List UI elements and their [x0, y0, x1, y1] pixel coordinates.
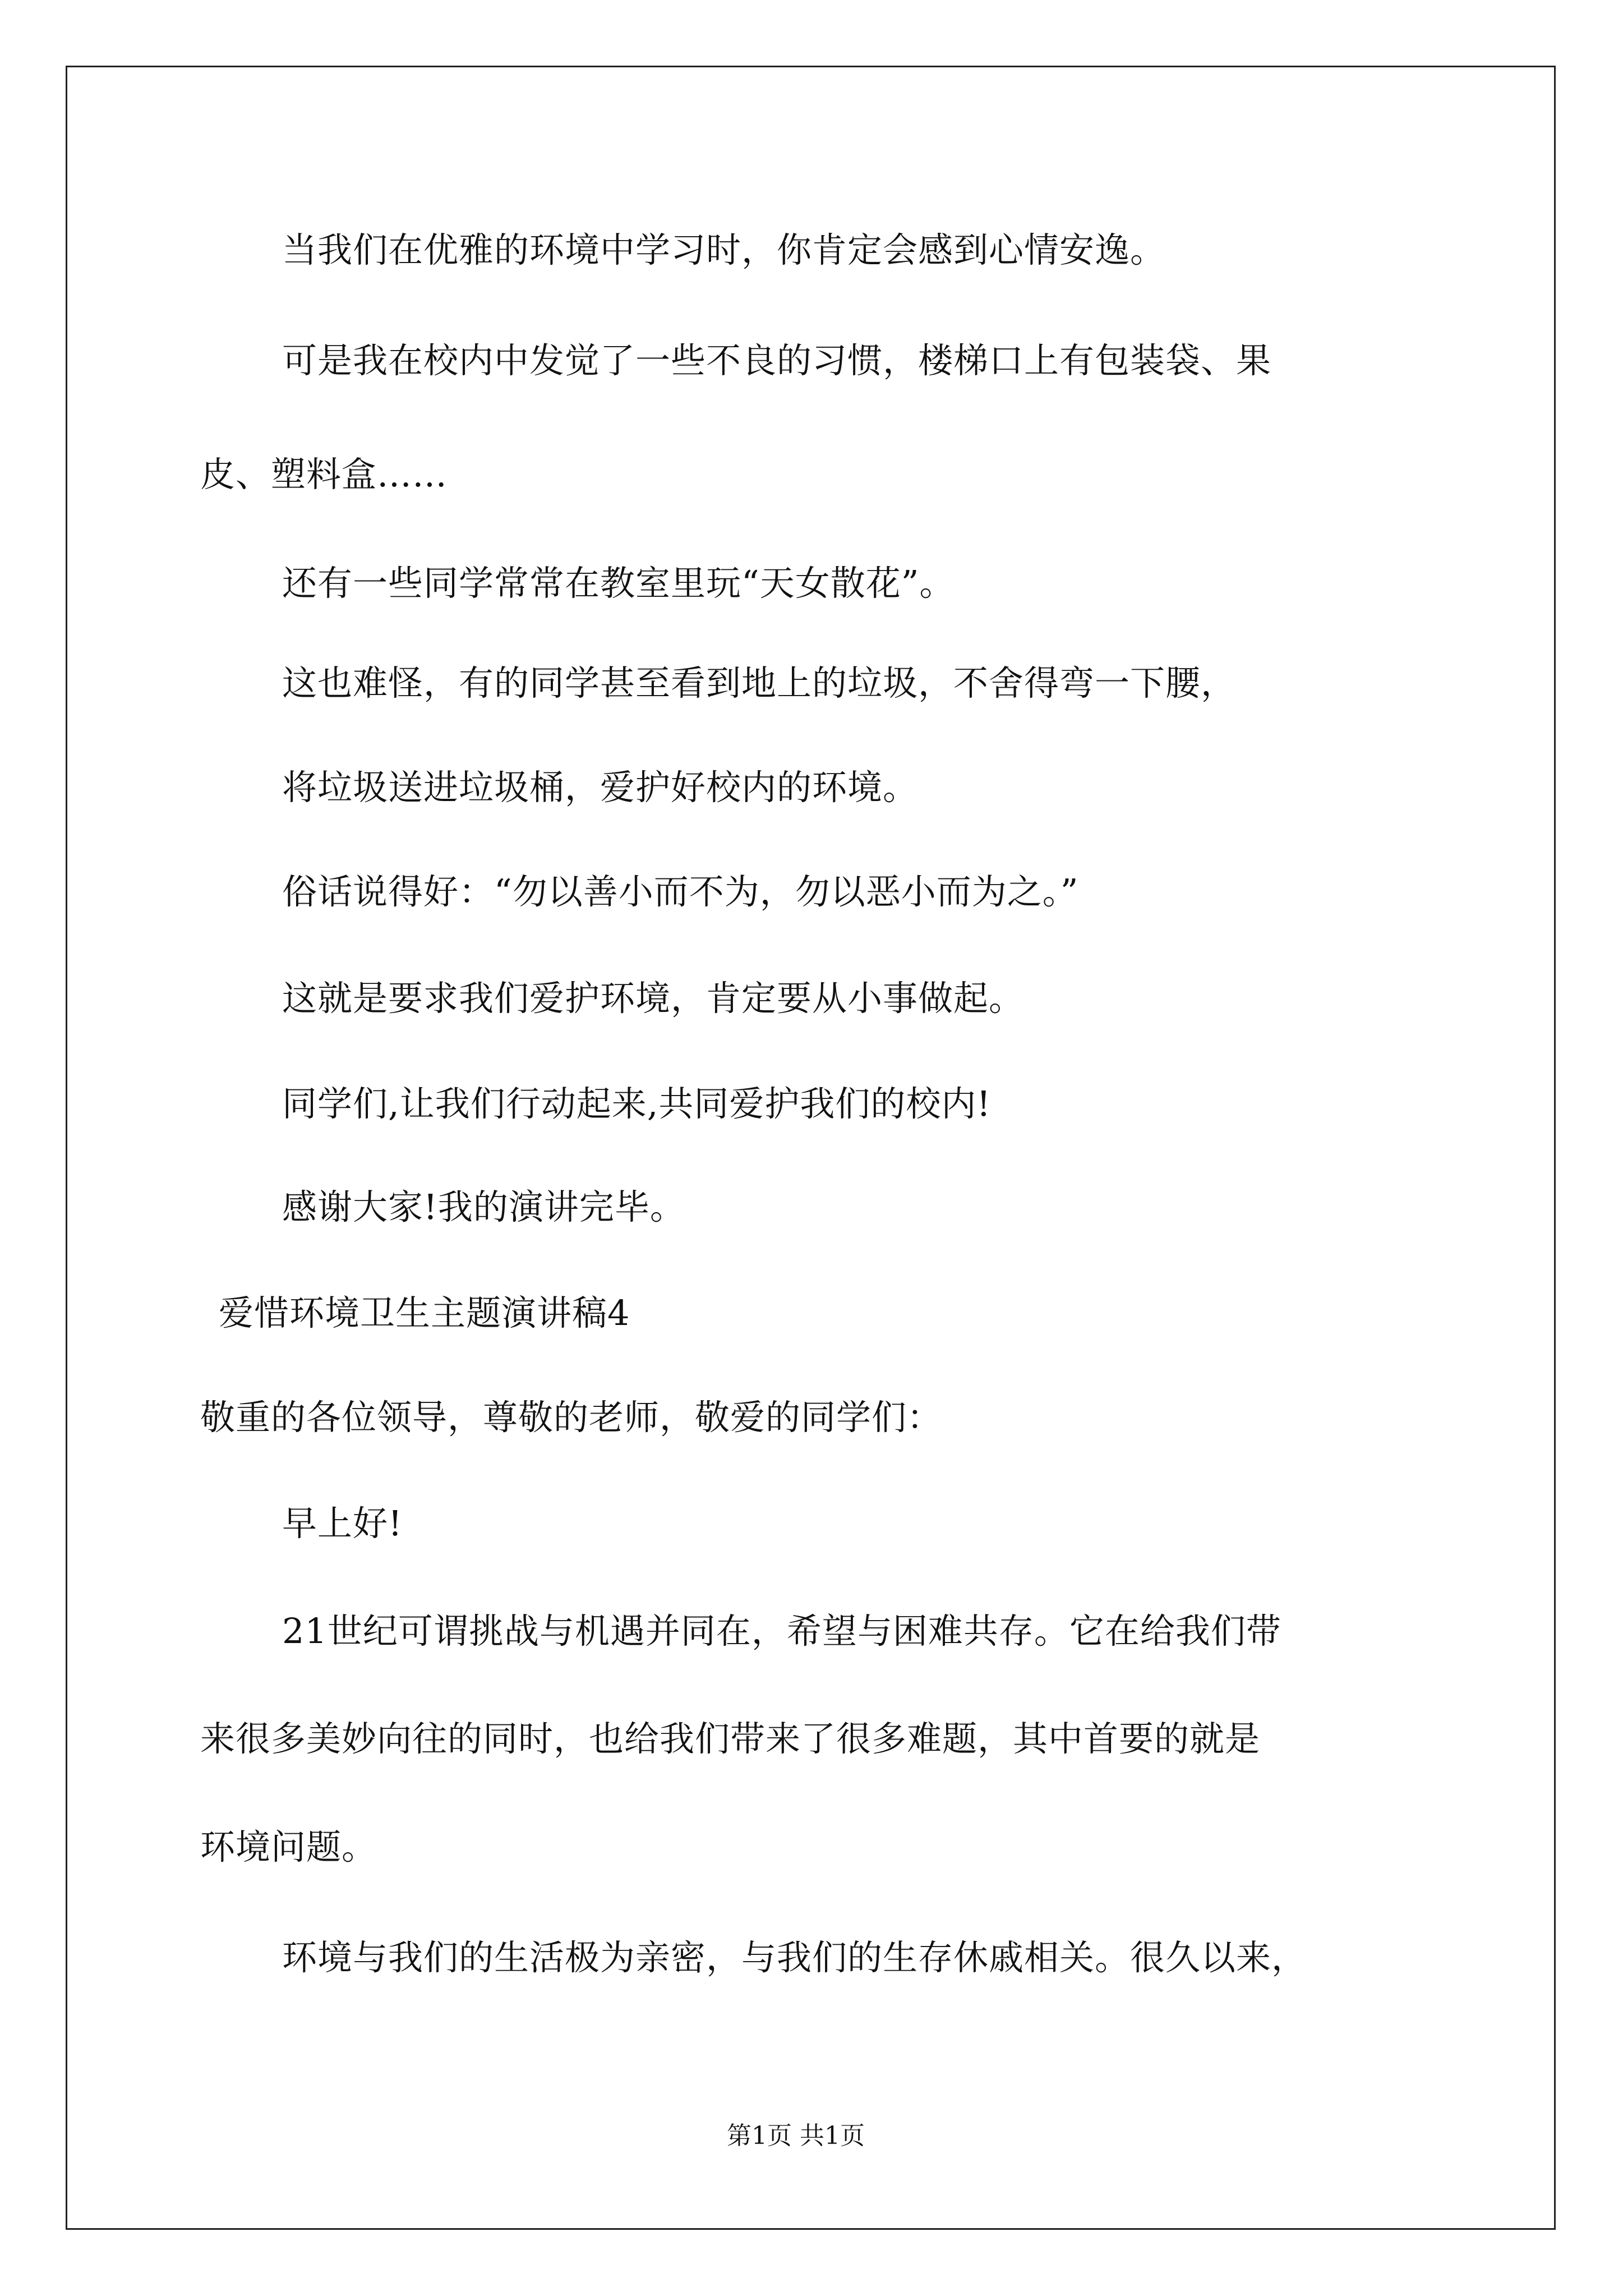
- paragraph-line: 环境问题。: [200, 1826, 377, 1867]
- page-footer: 第1页 共1页: [727, 2122, 865, 2150]
- paragraph-line: 环境与我们的生活极为亲密，与我们的生存休戚相关。很久以来，: [282, 1937, 1307, 1978]
- paragraph-line: 这就是要求我们爱护环境，肯定要从小事做起。: [282, 978, 1025, 1019]
- paragraph-line: 这也难怪，有的同学甚至看到地上的垃圾，不舍得弯一下腰，: [282, 662, 1237, 703]
- paragraph-line: 同学们,让我们行动起来,共同爱护我们的校内!: [282, 1083, 992, 1124]
- paragraph-line: 来很多美妙向往的同时，也给我们带来了很多难题，其中首要的就是: [200, 1718, 1261, 1759]
- greeting: 早上好!: [282, 1503, 403, 1544]
- paragraph-line: 感谢大家!我的演讲完毕。: [282, 1186, 685, 1227]
- paragraph-line: 21世纪可谓挑战与机遇并同在，希望与困难共存。它在给我们带: [282, 1611, 1281, 1651]
- paragraph-line: 俗话说得好：“勿以善小而不为，勿以恶小而为之。”: [282, 871, 1079, 912]
- page-border: [66, 66, 1556, 2230]
- salutation: 敬重的各位领导，尊敬的老师，敬爱的同学们：: [200, 1397, 943, 1438]
- section-heading: 爱惜环境卫生主题演讲稿4: [219, 1292, 630, 1333]
- paragraph-line: 当我们在优雅的环境中学习时，你肯定会感到心情安逸。: [282, 229, 1166, 270]
- paragraph-line: 还有一些同学常常在教室里玩“天女散花”。: [282, 563, 955, 604]
- paragraph-line: 将垃圾送进垃圾桶，爱护好校内的环境。: [282, 767, 919, 808]
- paragraph-line: 可是我在校内中发觉了一些不良的习惯，楼梯口上有包装袋、果: [282, 340, 1272, 381]
- paragraph-line: 皮、塑料盒……: [200, 454, 448, 495]
